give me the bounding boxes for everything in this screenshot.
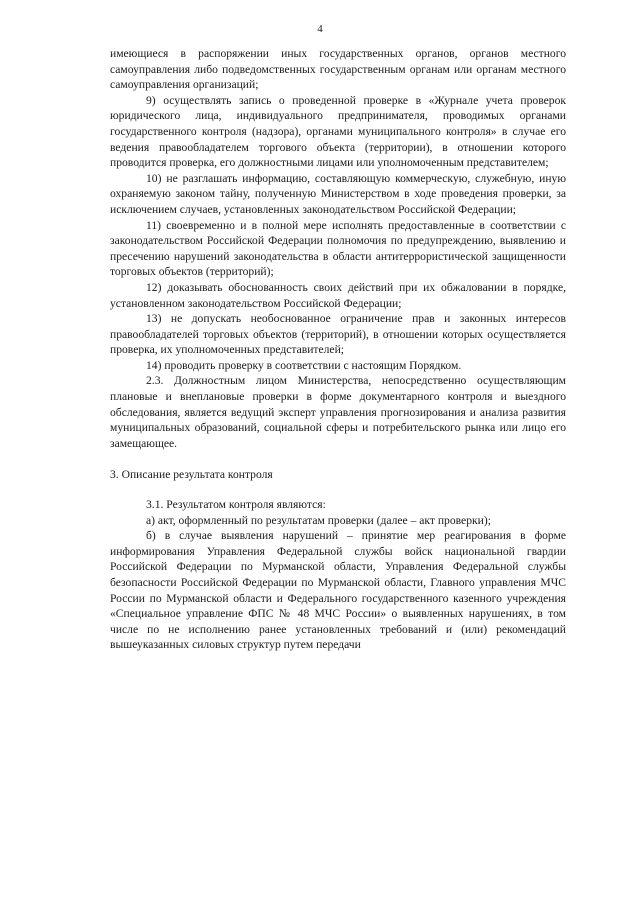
section-heading: 3. Описание результата контроля	[110, 468, 273, 482]
paragraph-item-11: 11) своевременно и в полной мере исполнять предоставленные в соответствии с законодательством Российской Федерации полномочия по предупреждению, выявлению и пресечению нарушений законодательства в области антитеррористической защищенности торговых объектов (территорий);	[110, 218, 566, 279]
paragraph-item-a: а) акт, оформленный по результатам проверки (далее – акт проверки);	[146, 513, 491, 527]
paragraph-continuation: имеющиеся в распоряжении иных государственных органов, органов местного самоуправления либо подведомственных государственным органам или органам местного самоуправления организаций;	[110, 47, 566, 92]
paragraph-3-1: 3.1. Результатом контроля являются:	[146, 498, 326, 512]
paragraph-item-10: 10) не разглашать информацию, составляющую коммерческую, служебную, иную охраняемую законом тайну, полученную Министерством в ходе проведения проверки, за исключением случаев, установленных законодательством Российской Федерации;	[110, 171, 566, 216]
paragraph-2-3: 2.3. Должностным лицом Министерства, непосредственно осуществляющим плановые и внеплановые проверки в форме документарного контроля и выездного обследования, является ведущий эксперт управления прогнозирования и анализа развития муниципальных образований, социальной сферы и потребительского рынка или лицо его замещающее.	[110, 374, 566, 450]
paragraph-item-12: 12) доказывать обоснованность своих действий при их обжаловании в порядке, установленном законодательством Российской Федерации;	[110, 280, 566, 310]
paragraph-item-13: 13) не допускать необоснованное ограничение прав и законных интересов правообладателей торговых объектов (территорий), в отношении которых осуществляется проверка, их уполномоченных представителей;	[110, 312, 566, 357]
paragraph-item-14: 14) проводить проверку в соответствии с настоящим Порядком.	[146, 358, 462, 372]
page-number: 4	[317, 23, 323, 35]
body-text	[110, 46, 566, 653]
paragraph-item-b: б) в случае выявления нарушений – принятие мер реагирования в форме информирования Управления Федеральной службы войск национальной гвардии Российской Федерации по Мурманской области, Управления Федеральной службы безопасности Российской Федерации по Мурманской области, Главного управления МЧС России по Мурманской области и Федерального государственного казенного учреждения «Специальное управление ФПС № 48 МЧС России» о выявленных нарушениях, в том числе по не исполнению ранее установленных требований и (или) рекомендаций вышеуказанных силовых структур путем передачи	[110, 529, 566, 652]
paragraph-item-9: 9) осуществлять запись о проведенной проверке в «Журнале учета проверок юридического лица, индивидуального предпринимателя, проводимых органами государственного контроля (надзора), органами муниципального контроля» в случае его ведения правообладателем торгового объекта (территории), в отношении которого проводится проверка, его должностными лицами или уполномоченным представителем;	[110, 93, 566, 170]
